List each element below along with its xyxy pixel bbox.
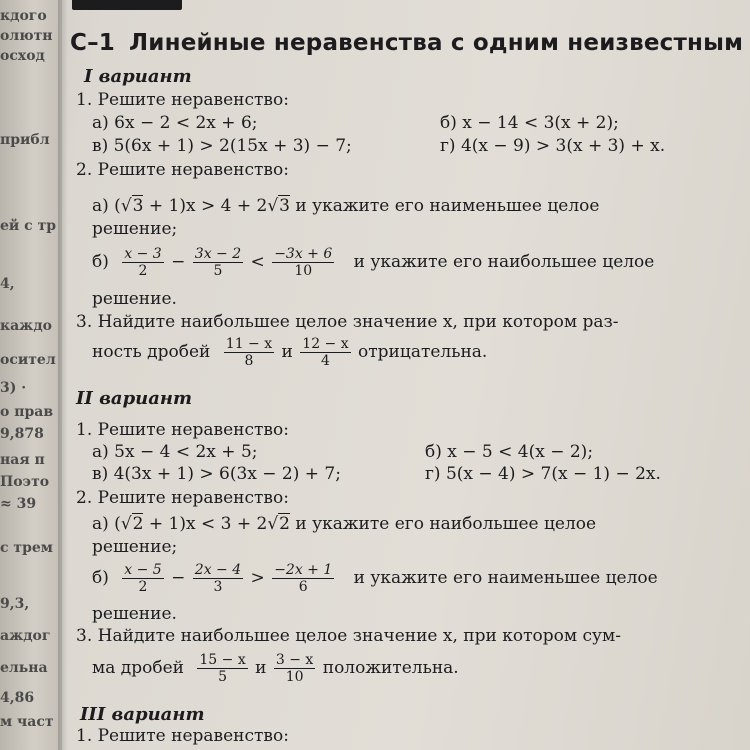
gutter-text: ная п: [0, 452, 45, 468]
v1-task1a: а) 6x − 2 < 2x + 6;: [92, 113, 258, 133]
fraction: $\frac{-3x + 6}{10}$: [274, 246, 333, 280]
gutter-text: с трем: [0, 540, 53, 556]
gutter-text: олютн: [0, 28, 53, 44]
v2-task1b: б) x − 5 < 4(x − 2);: [425, 442, 594, 462]
v2-task2a-cont: решение;: [92, 537, 178, 557]
v1-task1b: б) x − 14 < 3(x + 2);: [440, 113, 619, 133]
gutter-text: осител: [0, 352, 56, 368]
v1-task3-cont: ность дробей $\frac{11 - x}{8}$ и $\frac{12 - x}{4}$ отрицательна.: [92, 336, 488, 370]
gutter-text: ≈ 39: [0, 496, 37, 512]
gutter-text: каждо: [0, 318, 52, 334]
page-title: [70, 30, 743, 56]
v3-task1: 1. Решите неравенство:: [76, 726, 289, 746]
gutter-text: 4,86: [0, 690, 35, 706]
v2-task3: 3. Найдите наибольшее целое значение x, при котором сум-: [76, 626, 621, 646]
section-code: С–1: [70, 30, 115, 56]
fraction: $\frac{12 - x}{4}$: [302, 336, 349, 370]
variant-3-title: III вариант: [80, 704, 205, 725]
gutter-text: 9,878: [0, 426, 44, 442]
fraction: $\frac{15 - x}{5}$: [199, 652, 246, 686]
v1-task1v: в) 5(6x + 1) > 2(15x + 3) − 7;: [92, 136, 352, 156]
v1-task2b-cont: решение.: [92, 289, 177, 309]
v2-task1v: в) 4(3x + 1) > 6(3x − 2) + 7;: [92, 464, 341, 484]
gutter-text: ельна: [0, 660, 48, 676]
v1-task3: 3. Найдите наибольшее целое значение x, при котором раз-: [76, 312, 619, 332]
v2-task2b: б) $\frac{x - 5}{2}$ − $\frac{2x - 4}{3}$ > $\frac{-2x + 1}{6}$ и укажите его наименьшее целое: [92, 562, 658, 596]
fraction: $\frac{3 - x}{10}$: [275, 652, 314, 686]
v1-task2a: а) (√3 + 1)x > 4 + 2√3 и укажите его наименьшее целое: [92, 196, 600, 216]
v1-task1: 1. Решите неравенство:: [76, 90, 289, 110]
gutter-text: Поэто: [0, 474, 50, 490]
fraction: $\frac{x - 5}{2}$: [124, 562, 162, 596]
v2-task2b-cont: решение.: [92, 604, 177, 624]
gutter-text: ей с тр: [0, 218, 57, 234]
variant-2-title: II вариант: [76, 388, 193, 409]
v1-task2a-cont: решение;: [92, 219, 178, 239]
fraction: $\frac{11 - x}{8}$: [225, 336, 273, 370]
page-fold-shadow: [58, 0, 68, 750]
fraction: $\frac{3x - 2}{5}$: [194, 246, 242, 280]
gutter-text: о прав: [0, 404, 54, 420]
gutter-text: аждог: [0, 628, 51, 644]
gutter-text: 9,3,: [0, 596, 30, 612]
v2-task1a: а) 5x − 4 < 2x + 5;: [92, 442, 258, 462]
gutter-text: кдого: [0, 8, 47, 24]
gutter-text: м част: [0, 714, 54, 730]
facing-page-edge: [0, 0, 62, 750]
gutter-text: 3) ·: [0, 380, 27, 396]
section-title: Линейные неравенства с одним неизвестным: [128, 30, 744, 56]
gutter-text: 4,: [0, 276, 15, 292]
variant-1-title: I вариант: [84, 66, 192, 87]
fraction: $\frac{-2x + 1}{6}$: [274, 562, 333, 596]
cut-off-heading: [72, 0, 182, 10]
gutter-text: прибл: [0, 132, 50, 148]
v1-task2: 2. Решите неравенство:: [76, 160, 289, 180]
v2-task1g: г) 5(x − 4) > 7(x − 1) − 2x.: [425, 464, 661, 484]
v1-task2b: б) $\frac{x - 3}{2}$ − $\frac{3x - 2}{5}$ < $\frac{-3x + 6}{10}$ и укажите его наибольшее целое: [92, 246, 655, 280]
v1-task1g: г) 4(x − 9) > 3(x + 3) + x.: [440, 136, 666, 156]
v2-task2: 2. Решите неравенство:: [76, 488, 289, 508]
gutter-text: осход: [0, 48, 45, 64]
v2-task1: 1. Решите неравенство:: [76, 420, 289, 440]
fraction: $\frac{x - 3}{2}$: [124, 246, 162, 280]
fraction: $\frac{2x - 4}{3}$: [194, 562, 242, 596]
v2-task3-cont: ма дробей $\frac{15 - x}{5}$ и $\frac{3 - x}{10}$ положительна.: [92, 652, 459, 686]
v2-task2a: а) (√2 + 1)x < 3 + 2√2 и укажите его наибольшее целое: [92, 514, 597, 534]
